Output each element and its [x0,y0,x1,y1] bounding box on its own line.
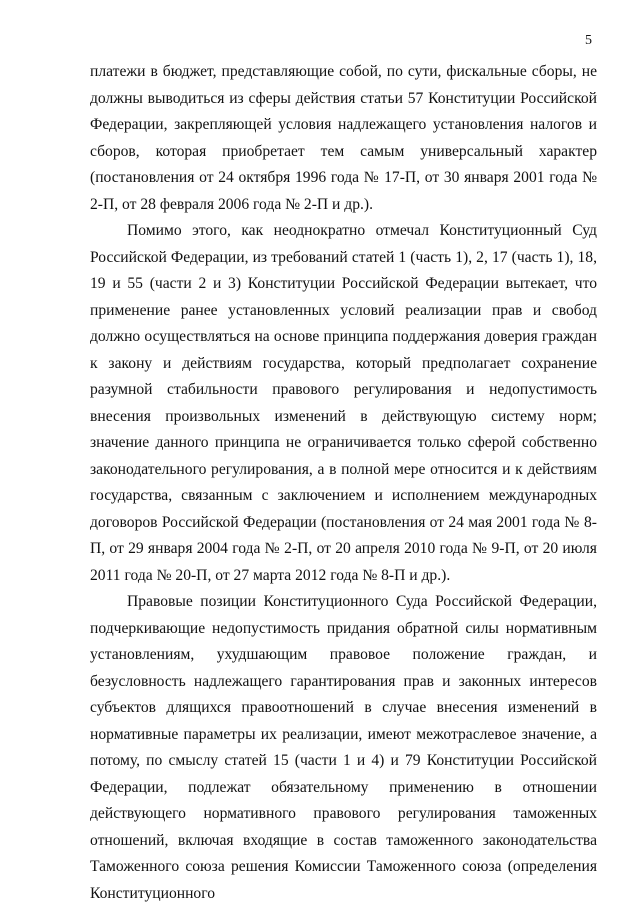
paragraph-legal-positions: Правовые позиции Конституционного Суда Российской Федерации, подчеркивающие недопустимость придания обратной силы нормативным установлениям, ухудшающим правовое положение граждан, и безусловность надлежащего гарантирования прав и законных интересов субъектов длящихся правоотношений в случае внесения изменений в нормативные параметры их реализации, имеют межотраслевое значение, а потому, по смыслу статей 15 (части 1 и 4) и 79 Конституции Российской Федерации, подлежат обязательному применению в отношении действующего нормативного правового регулирования таможенных отношений, включая входящие в состав таможенного законодательства Таможенного союза решения Комиссии Таможенного союза (определения Конституционного [90,593,597,902]
paragraph-continuation: платежи в бюджет, представляющие собой, по сути, фискальные сборы, не должны выводиться из сферы действия статьи 57 Конституции Российской Федерации, закрепляющей условия надлежащего установления налогов и сборов, которая приобретает тем самым универсальный характер (постановления от 24 октября 1996 года № 17-П, от 30 января 2001 года № 2-П, от 28 февраля 2006 года № 2-П и др.). [90,63,597,213]
document-body [90,59,597,907]
page-number: 5 [585,33,592,48]
paragraph-trust-principle: Помимо этого, как неоднократно отмечал Конституционный Суд Российской Федерации, из требований статей 1 (часть 1), 2, 17 (часть 1), 18, 19 и 55 (части 2 и 3) Конституции Российской Федерации вытекает, что применение ранее установленных условий реализации прав и свобод должно осуществляться на основе принципа поддержания доверия граждан к закону и действиям государства, который предполагает сохранение разумной стабильности правового регулирования и недопустимость внесения произвольных изменений в действующую систему норм; значение данного принципа не ограничивается только сферой собственно законодательного регулирования, а в полной мере относится и к действиям государства, связанным с заключением и исполнением международных договоров Российской Федерации (постановления от 24 мая 2001 года № 8-П, от 29 января 2004 года № 2-П, от 20 апреля 2010 года № 9-П, от 20 июля 2011 года № 20-П, от 27 марта 2012 года № 8-П и др.). [90,222,597,584]
